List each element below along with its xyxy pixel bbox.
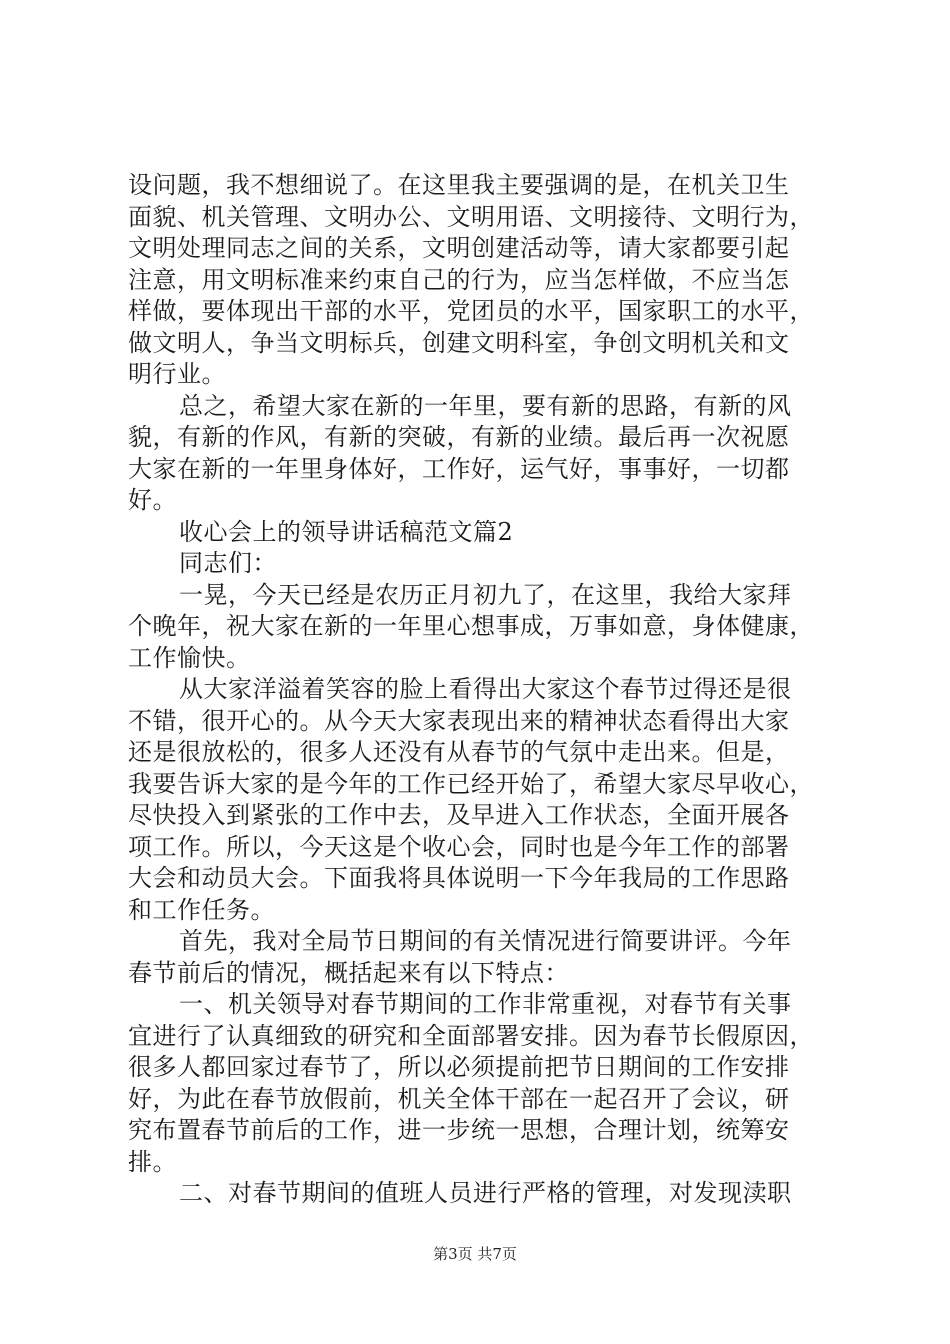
page-footer: 第3页 共7页 (433, 1245, 517, 1263)
text-line: 收心会上的领导讲话稿范文篇2 (179, 517, 514, 546)
text-line: 做文明人，争当文明标兵，创建文明科室，争创文明机关和文 (128, 328, 790, 357)
text-line: 设问题，我不想细说了。在这里我主要强调的是，在机关卫生 (128, 171, 790, 199)
text-line: 样做，要体现出干部的水平，党团员的水平，国家职工的水平， (128, 297, 814, 325)
text-line: 和工作任务。 (128, 895, 275, 924)
text-line: 面貌、机关管理、文明办公、文明用语、文明接待、文明行为， (128, 202, 814, 231)
text-line: 文明处理同志之间的关系，文明创建活动等，请大家都要引起 (128, 234, 790, 262)
text-line: 从大家洋溢着笑容的脸上看得出大家这个春节过得还是很 (179, 675, 792, 703)
text-line: 一、机关领导对春节期间的工作非常重视，对春节有关事 (179, 990, 792, 1018)
document-body (128, 170, 828, 1210)
text-line: 同志们： (179, 549, 277, 577)
text-line: 二、对春节期间的值班人员进行严格的管理，对发现渎职 (179, 1179, 792, 1207)
text-line: 工作愉快。 (128, 643, 251, 672)
text-line: 好。 (128, 486, 177, 514)
text-line: 宜进行了认真细致的研究和全面部署安排。因为春节长假原因， (128, 1021, 814, 1050)
text-line: 不错，很开心的。从今天大家表现出来的精神状态看得出大家 (128, 706, 790, 735)
text-line: 究布置春节前后的工作，进一步统一思想，合理计划，统筹安 (128, 1116, 790, 1144)
text-line: 貌，有新的作风，有新的突破，有新的业绩。最后再一次祝愿 (128, 423, 790, 451)
text-line: 排。 (128, 1147, 177, 1176)
text-line: 首先，我对全局节日期间的有关情况进行简要讲评。今年 (179, 927, 792, 955)
text-line: 项工作。所以，今天这是个收心会，同时也是今年工作的部署 (128, 832, 790, 861)
text-line: 很多人都回家过春节了，所以必须提前把节日期间的工作安排 (128, 1053, 790, 1081)
text-line: 个晚年，祝大家在新的一年里心想事成，万事如意，身体健康， (128, 612, 814, 640)
text-line: 尽快投入到紧张的工作中去，及早进入工作状态，全面开展各 (128, 801, 790, 829)
text-line: 总之，希望大家在新的一年里，要有新的思路，有新的风 (179, 391, 792, 420)
text-line: 还是很放松的，很多人还没有从春节的气氛中走出来。但是， (128, 738, 790, 766)
text-line: 我要告诉大家的是今年的工作已经开始了，希望大家尽早收心， (128, 769, 814, 798)
text-line: 大家在新的一年里身体好，工作好，运气好，事事好，一切都 (128, 454, 790, 483)
text-line: 一晃，今天已经是农历正月初九了，在这里，我给大家拜 (179, 580, 792, 609)
text-line: 好，为此在春节放假前，机关全体干部在一起召开了会议，研 (128, 1084, 790, 1113)
text-line: 大会和动员大会。下面我将具体说明一下今年我局的工作思路 (128, 864, 790, 892)
text-line: 注意，用文明标准来约束自己的行为，应当怎样做，不应当怎 (128, 265, 790, 294)
text-line: 春节前后的情况，概括起来有以下特点： (128, 958, 569, 987)
text-line: 明行业。 (128, 360, 226, 388)
